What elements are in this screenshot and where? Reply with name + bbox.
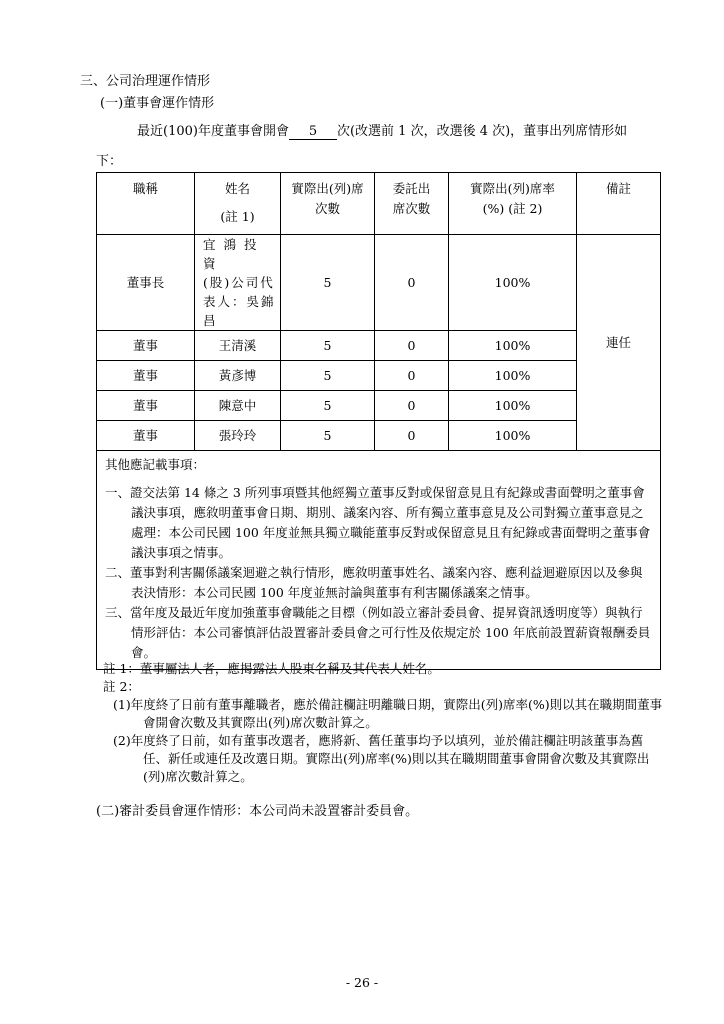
table-row bbox=[97, 421, 661, 451]
cell-title: 董事 bbox=[97, 361, 195, 391]
footnotes bbox=[103, 660, 663, 786]
footnote-2-item: (1)年度終了日前有董事離職者，應於備註欄註明離職日期，實際出(列)席率(%)則以其在職期間董事會開會次數及其實際出(列)席次數計算之。 bbox=[113, 697, 663, 730]
audit-committee-line: (二)審計委員會運作情形：本公司尚未設置審計委員會。 bbox=[96, 804, 419, 819]
cell-attendance: 5 bbox=[281, 331, 375, 361]
cell-name: 張玲玲 bbox=[195, 421, 281, 451]
page-number: - 26 - bbox=[345, 975, 379, 990]
section-title: 三、公司治理運作情形 bbox=[80, 74, 211, 89]
cell-rate: 100% bbox=[449, 331, 577, 361]
cell-title: 董事 bbox=[97, 331, 195, 361]
cell-attendance: 5 bbox=[281, 361, 375, 391]
subsection-title: (一)董事會運作情形 bbox=[100, 96, 215, 111]
cell-proxy: 0 bbox=[375, 235, 449, 331]
cell-rate: 100% bbox=[449, 361, 577, 391]
header-attendance: 實際出(列)席 次數 bbox=[281, 173, 375, 235]
cell-proxy: 0 bbox=[375, 391, 449, 421]
header-title: 職稱 bbox=[97, 173, 195, 235]
cell-name: 宜 鴻 投 資 (股)公司代 表人：吳錦 昌 bbox=[195, 235, 281, 331]
cell-proxy: 0 bbox=[375, 421, 449, 451]
table-row bbox=[97, 235, 661, 331]
cell-title: 董事 bbox=[97, 421, 195, 451]
footnote-2-item: (2)年度終了日前，如有董事改選者，應將新、舊任董事均予以填列，並於備註欄註明該董事為舊任、新任或連任及改選日期。實際出(列)席率(%)則以其在職期間董事會開會次數及其實際出(列)席次數計算之。 bbox=[113, 733, 650, 784]
cell-proxy: 0 bbox=[375, 361, 449, 391]
meeting-count: 5 bbox=[289, 125, 337, 140]
notes-cell bbox=[97, 451, 661, 670]
cell-rate: 100% bbox=[449, 391, 577, 421]
board-attendance-table bbox=[96, 172, 661, 670]
intro-line-2: 下： bbox=[96, 154, 123, 169]
footnote-1: 註 1：董事屬法人者，應揭露法人股東名稱及其代表人姓名。 bbox=[103, 661, 440, 676]
note-item: 二、董事對利害關係議案迴避之執行情形，應敘明董事姓名、議案內容、應利益迴避原因以及參與表決情形：本公司民國 100 年度並無討論與董事有利害關係議案之情事。 bbox=[105, 565, 643, 600]
note-item: 三、當年度及最近年度加強董事會職能之目標（例如設立審計委員會、提昇資訊透明度等）與執行情形評估：本公司審慎評估設置審計委員會之可行性及依規定於 100 年底前設置薪資報酬委員會。 bbox=[105, 605, 651, 660]
note-item: 一、證交法第 14 條之 3 所列事項暨其他經獨立董事反對或保留意見且有紀錄或書面聲明之董事會議決事項，應敘明董事會日期、期別、議案內容、所有獨立董事意見及公司對獨立董事意見之處理：本公司民國 100 年度並無具獨立職能董事反對或保留意見且有紀錄或書面聲明之董事會議決事項之情事。 bbox=[105, 485, 651, 560]
cell-name: 陳意中 bbox=[195, 391, 281, 421]
header-remark: 備註 bbox=[577, 173, 661, 235]
cell-remark: 連任 bbox=[577, 235, 661, 451]
intro-line bbox=[137, 120, 627, 140]
cell-name: 王清溪 bbox=[195, 331, 281, 361]
cell-attendance: 5 bbox=[281, 391, 375, 421]
intro-after: 次(改選前 1 次，改選後 4 次)，董事出列席情形如 bbox=[336, 124, 628, 139]
cell-title: 董事長 bbox=[97, 235, 195, 331]
footnote-2-label: 註 2： bbox=[103, 679, 140, 694]
header-proxy: 委託出 席次數 bbox=[375, 173, 449, 235]
cell-name: 黃彥博 bbox=[195, 361, 281, 391]
cell-proxy: 0 bbox=[375, 331, 449, 361]
table-row bbox=[97, 391, 661, 421]
table-row bbox=[97, 331, 661, 361]
cell-title: 董事 bbox=[97, 391, 195, 421]
table-header-row bbox=[97, 173, 661, 235]
notes-row bbox=[97, 451, 661, 670]
table-row bbox=[97, 361, 661, 391]
cell-rate: 100% bbox=[449, 235, 577, 331]
header-rate: 實際出(列)席率 (%) (註 2) bbox=[449, 173, 577, 235]
cell-rate: 100% bbox=[449, 421, 577, 451]
cell-attendance: 5 bbox=[281, 235, 375, 331]
intro-before: 最近(100)年度董事會開會 bbox=[137, 124, 289, 139]
header-name: 姓名 (註 1) bbox=[195, 173, 281, 235]
cell-attendance: 5 bbox=[281, 421, 375, 451]
notes-heading: 其他應記載事項： bbox=[105, 457, 206, 472]
